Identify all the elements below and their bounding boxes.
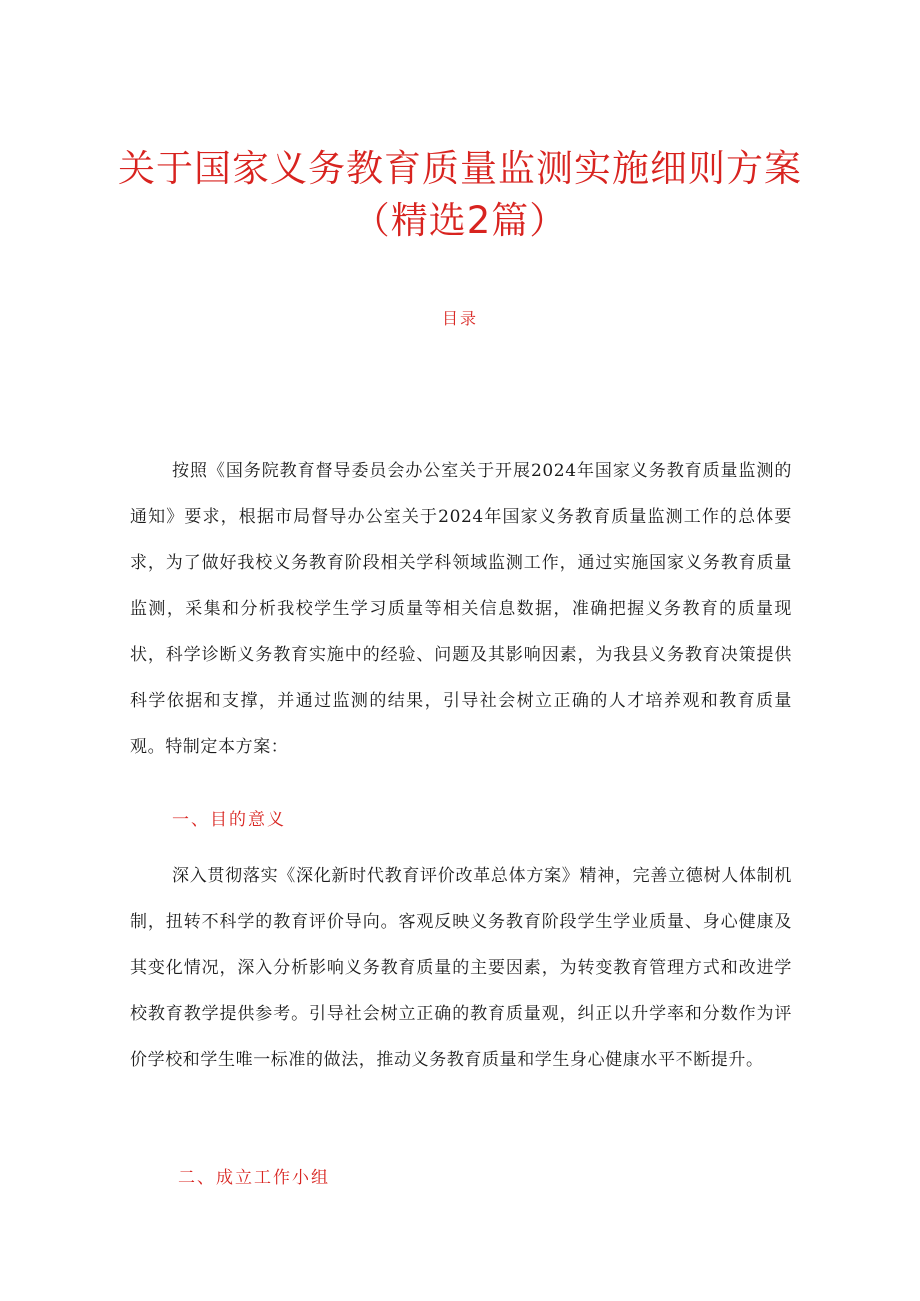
- section-heading-working-group: 二、成立工作小组: [178, 1168, 330, 1188]
- purpose-paragraph: 深入贯彻落实《深化新时代教育评价改革总体方案》精神，完善立德树人体制机制，扭转不科学的教育评价导向。客观反映义务教育阶段学生学业质量、身心健康及其变化情况，深入分析影响义务教育质量的主要因素，为转变教育管理方式和改进学校教育教学提供参考。引导社会树立正确的教育质量观，纠正以升学率和分数作为评价学校和学生唯一标准的做法，推动义务教育质量和学生身心健康水平不断提升。: [130, 866, 792, 1070]
- toc-label[interactable]: 目录: [441, 309, 478, 328]
- document-title: 关于国家义务教育质量监测实施细则方案（精选2篇）: [118, 146, 802, 242]
- section-heading-purpose: 一、目的意义: [172, 810, 286, 830]
- intro-paragraph: 按照《国务院教育督导委员会办公室关于开展2024年国家义务教育质量监测的通知》要求，根据市局督导办公室关于2024年国家义务教育质量监测工作的总体要求，为了做好我校义务教育阶段相关学科领域监测工作，通过实施国家义务教育质量监测，采集和分析我校学生学习质量等相关信息数据，准确把握义务教育的质量现状，科学诊断义务教育实施中的经验、问题及其影响因素，为我县义务教育决策提供科学依据和支撑，并通过监测的结果，引导社会树立正确的人才培养观和教育质量观。特制定本方案：: [130, 461, 792, 757]
